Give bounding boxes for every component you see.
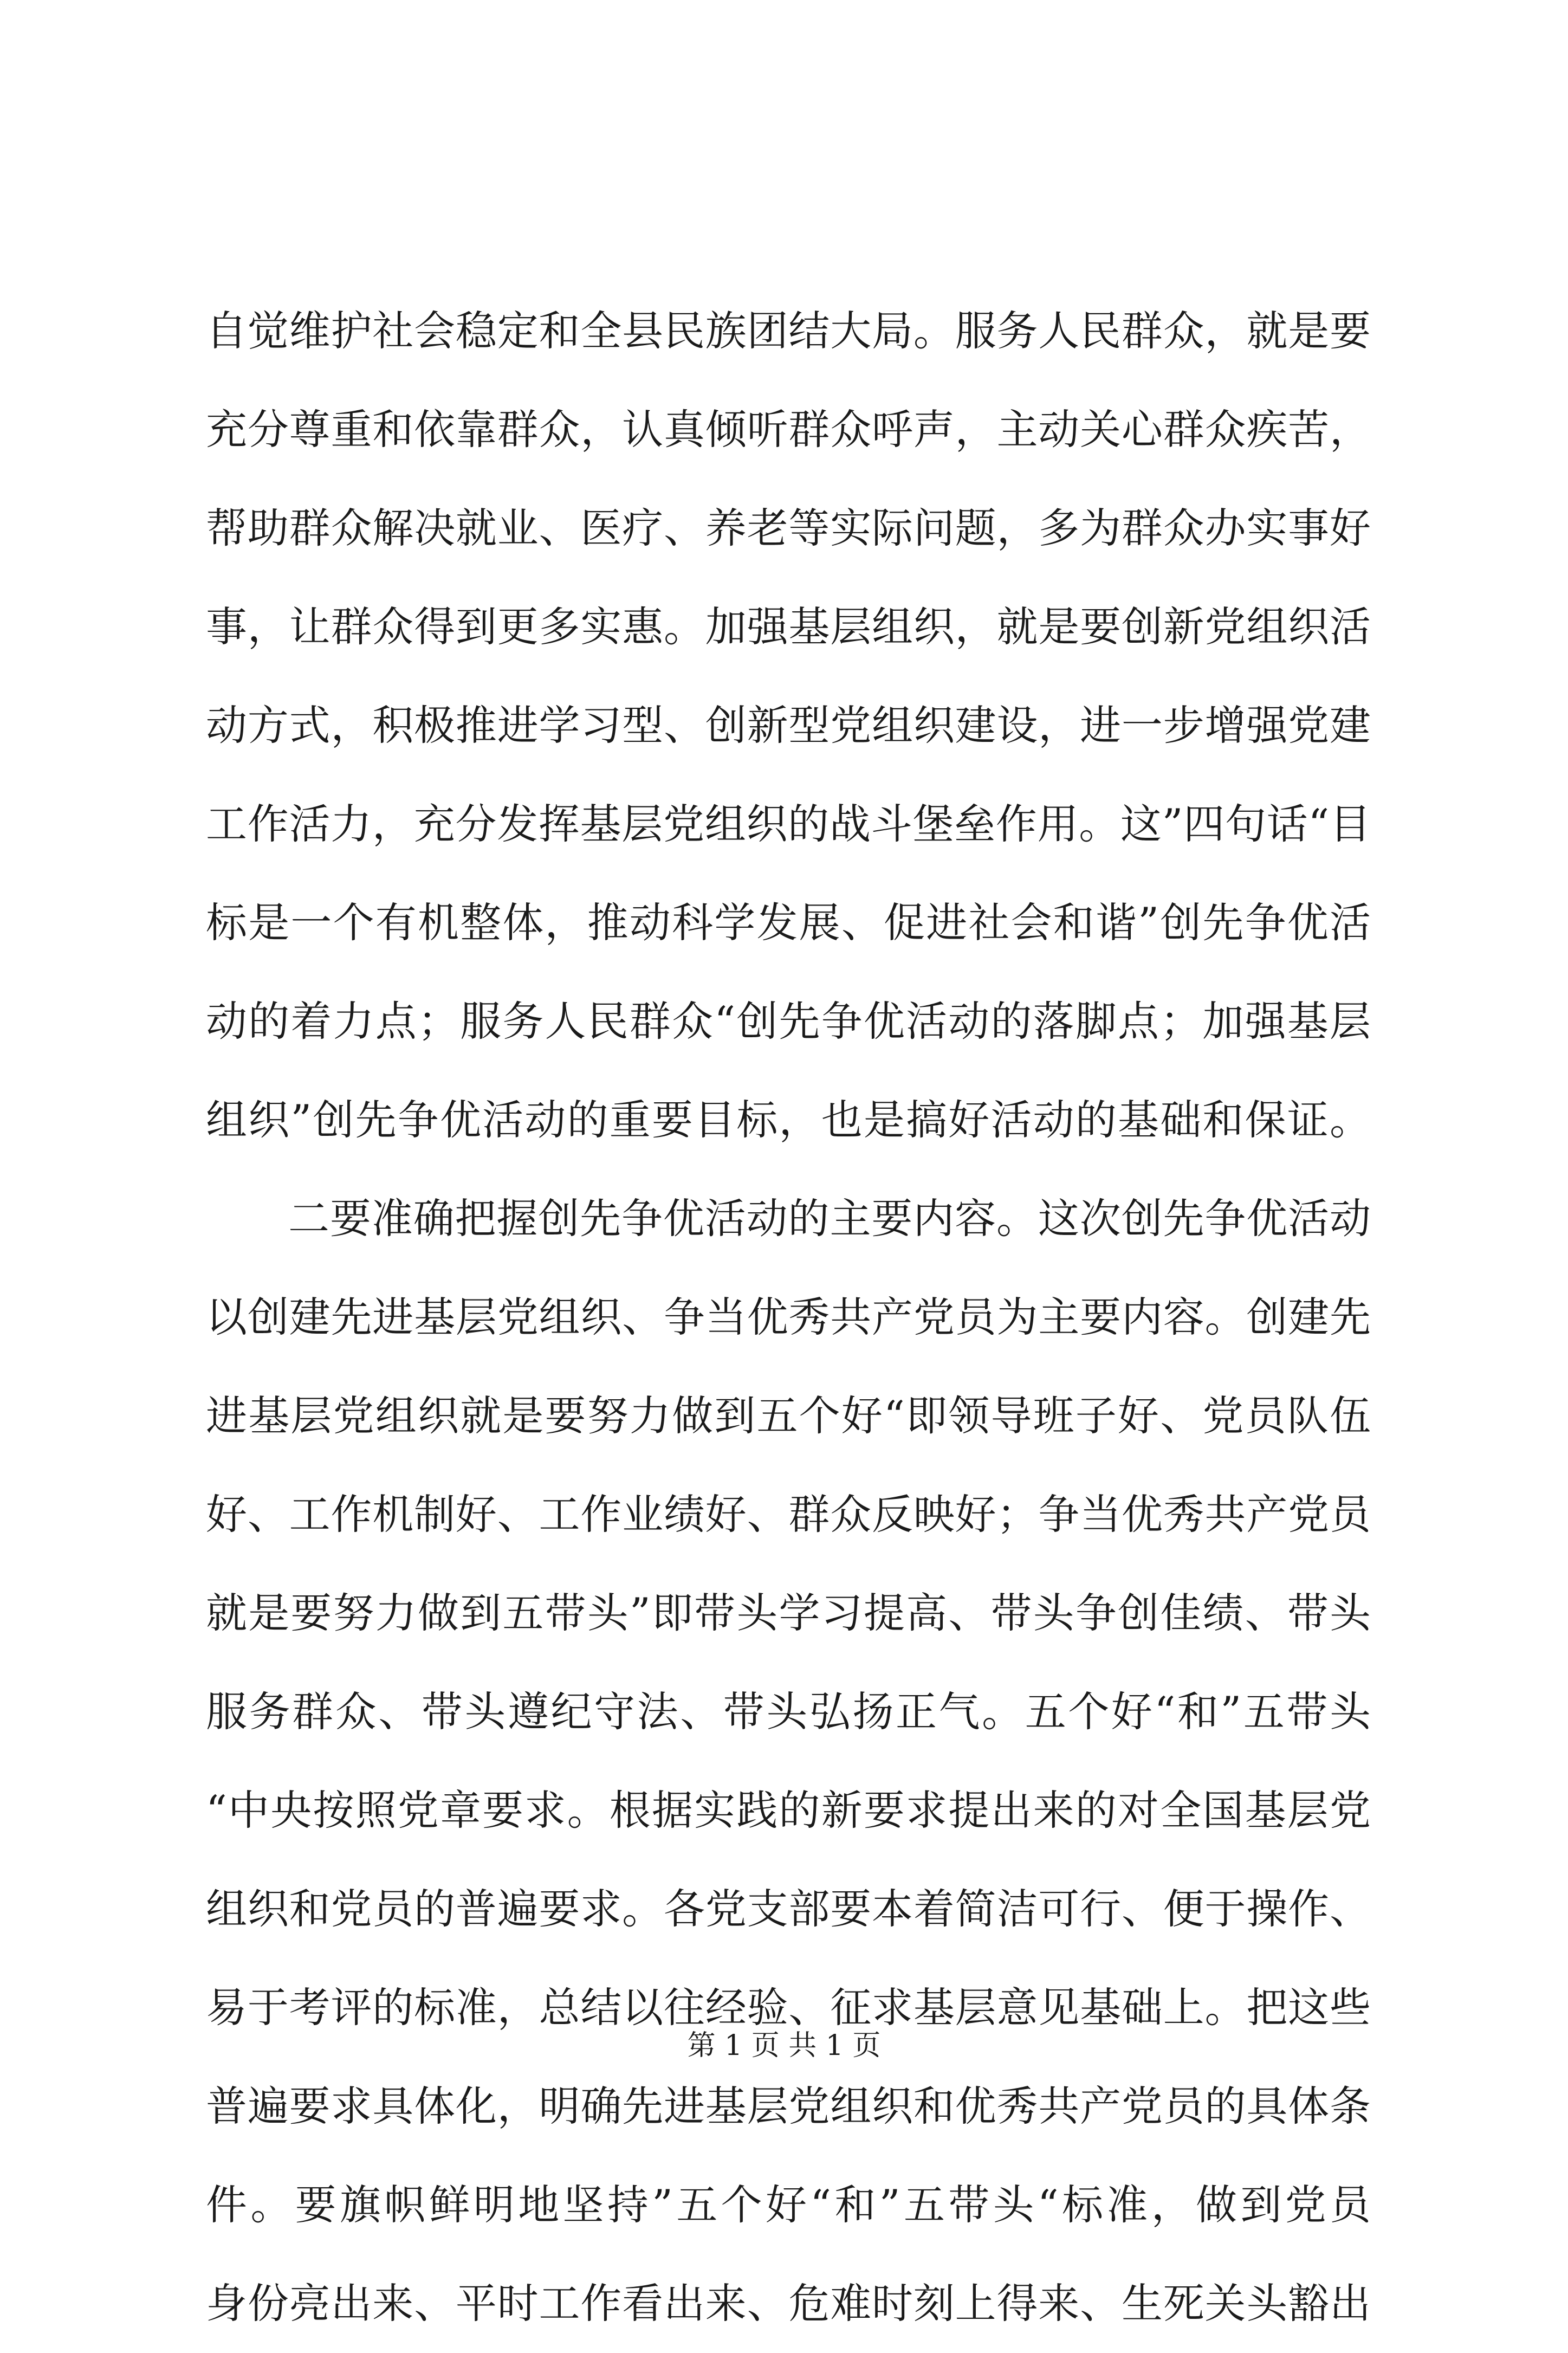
text-line: 动的着力点；服务人民群众“创先争优活动的落脚点；加强基层: [206, 997, 1371, 1045]
text-line: 组织和党员的普遍要求。各党支部要本着简洁可行、便于操作、: [206, 1885, 1371, 1933]
text-line: 标是一个有机整体，推动科学发展、促进社会和谐”创先争优活: [206, 898, 1371, 947]
text-line: 组织”创先争优活动的重要目标，也是搞好活动的基础和保证。: [206, 1096, 1371, 1144]
text-line: 事，让群众得到更多实惠。加强基层组织，就是要创新党组织活: [206, 603, 1371, 651]
text-line: 就是要努力做到五带头”即带头学习提高、带头争创佳绩、带头: [206, 1589, 1371, 1637]
text-line: 普遍要求具体化，明确先进基层党组织和优秀共产党员的具体条: [206, 2082, 1371, 2130]
text-line: 以创建先进基层党组织、争当优秀共产党员为主要内容。创建先: [206, 1293, 1371, 1341]
text-line: “中央按照党章要求。根据实践的新要求提出来的对全国基层党: [206, 1786, 1371, 1834]
text-line: 动方式，积极推进学习型、创新型党组织建设，进一步增强党建: [206, 701, 1371, 749]
text-line: 身份亮出来、平时工作看出来、危难时刻上得来、生死关头豁出: [206, 2279, 1371, 2328]
text-line: 工作活力，充分发挥基层党组织的战斗堡垒作用。这”四句话“目: [206, 800, 1371, 848]
page-number-footer: 第 1 页 共 1 页: [687, 2029, 881, 2062]
text-line: 易于考评的标准，总结以往经验、征求基层意见基础上。把这些: [206, 1983, 1371, 2032]
text-line: 自觉维护社会稳定和全县民族团结大局。服务人民群众，就是要: [206, 307, 1371, 355]
text-line: 件。要旗帜鲜明地坚持”五个好“和”五带头“标准，做到党员: [206, 2181, 1371, 2229]
text-line: 充分尊重和依靠群众，认真倾听群众呼声，主动关心群众疾苦，: [206, 405, 1371, 454]
text-line: 进基层党组织就是要努力做到五个好“即领导班子好、党员队伍: [206, 1392, 1371, 1440]
text-line: 服务群众、带头遵纪守法、带头弘扬正气。五个好“和”五带头: [206, 1688, 1371, 1736]
text-line: 好、工作机制好、工作业绩好、群众反映好；争当优秀共产党员: [206, 1490, 1371, 1538]
paragraph-start-line: 二要准确把握创先争优活动的主要内容。这次创先争优活动: [288, 1194, 1371, 1243]
text-line: 帮助群众解决就业、医疗、养老等实际问题，多为群众办实事好: [206, 504, 1371, 552]
